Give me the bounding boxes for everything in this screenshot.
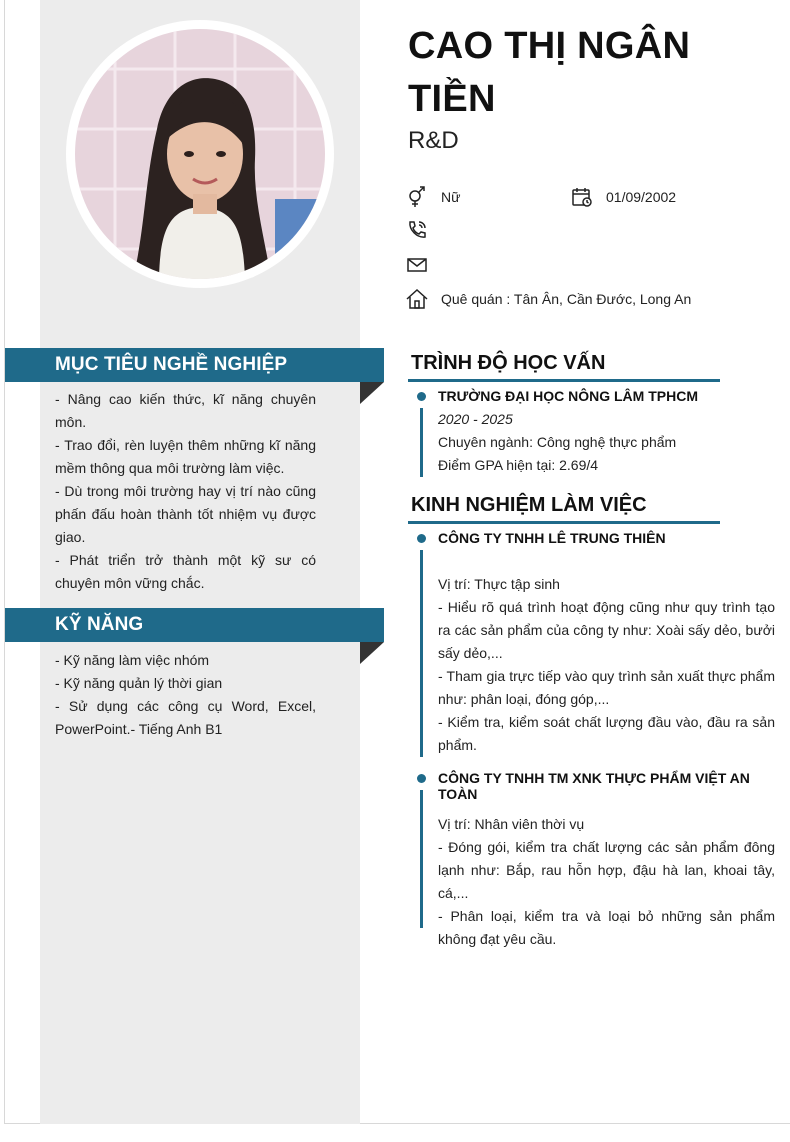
gender-text: Nữ — [441, 189, 461, 205]
objective-item: - Dù trong môi trường hay vị trí nào cũng phấn đấu hoàn thành tốt nhiệm vụ được giao. — [55, 483, 316, 545]
info-hometown — [406, 288, 691, 310]
info-phone — [406, 219, 441, 241]
job-1-timeline — [420, 550, 423, 757]
job-1-position: Vị trí: Thực tập sinh — [438, 576, 560, 592]
job-role: R&D — [408, 127, 459, 154]
education-gpa: Điểm GPA hiện tại: 2.69/4 — [438, 457, 599, 473]
job-2-dot — [417, 774, 426, 783]
skills-title: KỸ NĂNG — [55, 614, 144, 635]
hometown-text: Quê quán : Tân Ân, Cần Đước, Long An — [441, 291, 692, 307]
gender-icon — [406, 186, 428, 208]
objective-item: - Nâng cao kiến thức, kĩ năng chuyên môn. — [55, 391, 316, 430]
skill-item: - Sử dụng các công cụ Word, Excel, PowerPoint.- Tiếng Anh B1 — [55, 698, 316, 737]
job-1-dot — [417, 534, 426, 543]
objective-title: MỤC TIÊU NGHỀ NGHIỆP — [55, 354, 288, 375]
info-gender — [406, 186, 460, 208]
objective-item: - Phát triển trở thành một kỹ sư có chuyên môn vững chắc. — [55, 552, 316, 591]
school-name: TRƯỜNG ĐẠI HỌC NÔNG LÂM TPHCM — [438, 388, 698, 404]
job-2-details — [438, 813, 775, 951]
job-2-duty: - Đóng gói, kiểm tra chất lượng các sản phẩm đông lạnh như: Bắp, rau hỗn hợp, đậu hà lan, khoai tây, cá,... — [438, 839, 775, 901]
mail-icon — [406, 254, 428, 276]
birthdate-text: 01/09/2002 — [606, 189, 677, 205]
education-rule — [408, 379, 720, 382]
education-period: 2020 - 2025 — [438, 411, 513, 427]
skills-fold — [360, 642, 384, 664]
objective-fold — [360, 382, 384, 404]
education-timeline — [420, 408, 423, 477]
education-title: TRÌNH ĐỘ HỌC VẤN — [411, 352, 606, 374]
education-major: Chuyên ngành: Công nghệ thực phẩm — [438, 434, 677, 450]
job-1-duty: - Tham gia trực tiếp vào quy trình sản xuất thực phẩm như: phân loại, đóng góp,... — [438, 668, 775, 707]
education-details — [438, 408, 775, 477]
objective-item: - Trao đổi, rèn luyện thêm những kĩ năng mềm thông qua môi trường làm việc. — [55, 437, 316, 476]
skill-item: - Kỹ năng làm việc nhóm — [55, 652, 210, 668]
objective-list — [55, 388, 316, 595]
job-2-company: CÔNG TY TNHH TM XNK THỰC PHẨM VIỆT AN TOÀN — [438, 770, 750, 802]
experience-title: KINH NGHIỆM LÀM VIỆC — [411, 494, 647, 516]
job-2-duty: - Phân loại, kiểm tra và loại bỏ những sản phẩm không đạt yêu cầu. — [438, 908, 775, 947]
job-2-timeline — [420, 790, 423, 928]
phone-icon — [406, 219, 428, 241]
job-2-position: Vị trí: Nhân viên thời vụ — [438, 816, 585, 832]
education-dot — [417, 392, 426, 401]
full-name: CAO THỊ NGÂN TIỀN — [408, 25, 691, 120]
avatar — [75, 29, 325, 279]
info-email — [406, 254, 441, 276]
skills-list — [55, 649, 316, 741]
job-1-duty: - Kiểm tra, kiểm soát chất lượng đầu vào, đầu ra sản phẩm. — [438, 714, 775, 753]
objective-header — [5, 348, 384, 382]
job-1-details — [438, 573, 775, 757]
info-birthdate — [571, 186, 676, 208]
skill-item: - Kỹ năng quản lý thời gian — [55, 675, 223, 691]
avatar-photo — [75, 29, 325, 279]
calendar-icon — [571, 186, 593, 208]
skills-header — [5, 608, 384, 642]
home-icon — [406, 288, 428, 310]
job-1-duty: - Hiểu rõ quá trình hoạt động cũng như quy trình tạo ra các sản phẩm của công ty như: Xoài sấy dẻo, bưởi sấy dẻo,... — [438, 599, 775, 661]
experience-rule — [408, 521, 720, 524]
job-1-company: CÔNG TY TNHH LÊ TRUNG THIÊN — [438, 530, 666, 546]
